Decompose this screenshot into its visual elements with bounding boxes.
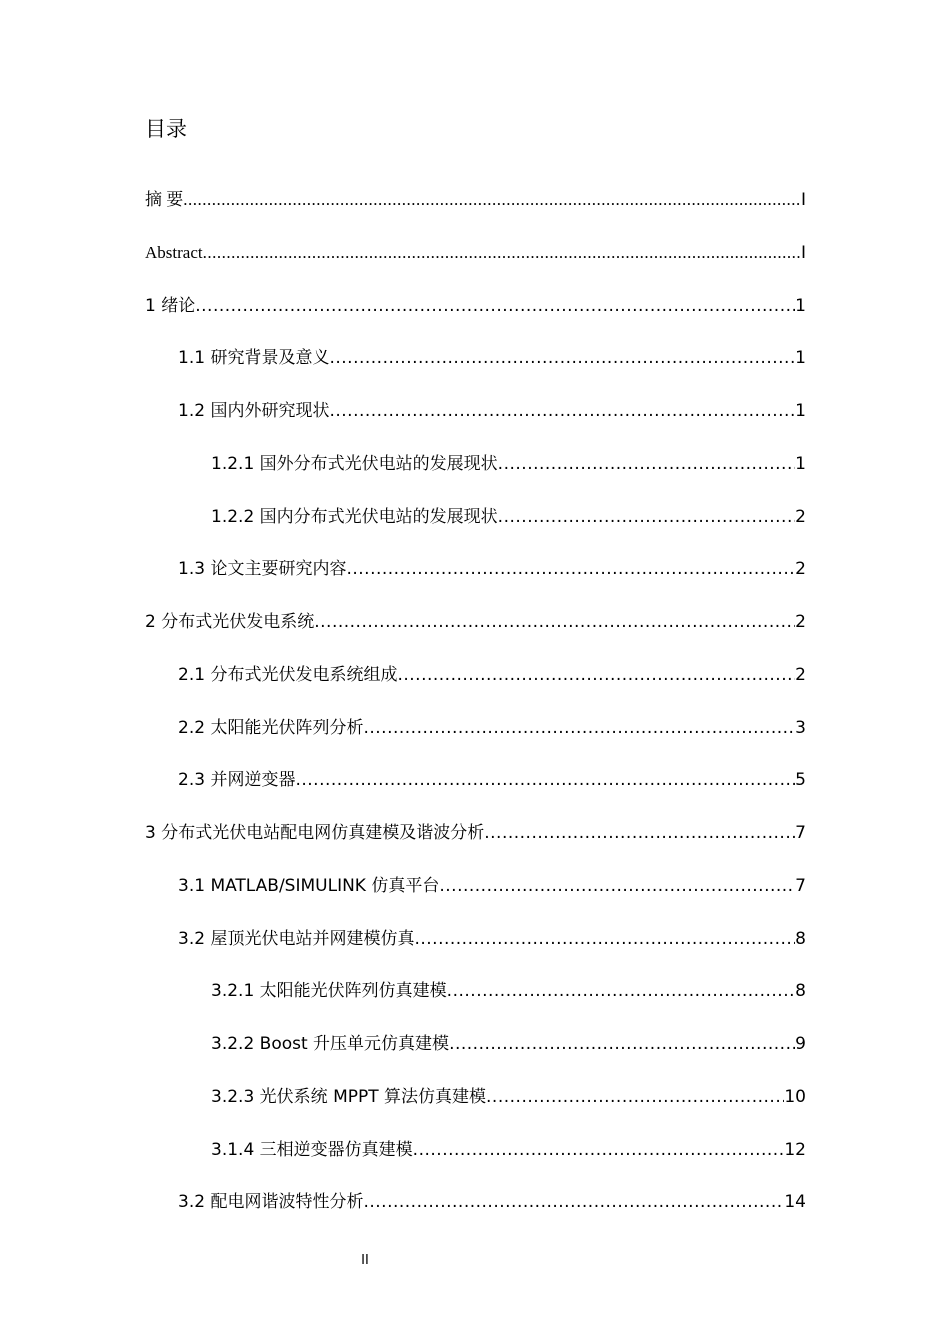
toc-entry-page: 1 — [795, 401, 806, 421]
toc-entry-page: 8 — [795, 928, 806, 949]
toc-entry-label: 1.2.2 国内分布式光伏电站的发展现状 — [211, 506, 498, 527]
toc-entry[interactable] — [145, 1176, 806, 1229]
toc-leader-dots — [363, 702, 795, 754]
toc-entry-page: 8 — [795, 981, 806, 1002]
toc-leader-dots — [329, 385, 795, 437]
toc-entry-label: 2.3 并网逆变器 — [178, 770, 296, 791]
toc-leader-dots — [439, 860, 795, 912]
toc-entry[interactable] — [145, 543, 806, 596]
toc-entry[interactable] — [145, 702, 806, 755]
toc-entry-page: 2 — [795, 664, 806, 685]
toc-entry[interactable] — [145, 860, 806, 913]
toc-entry[interactable] — [145, 438, 806, 491]
toc-entry-label: 3 分布式光伏电站配电网仿真建模及谐波分析 — [145, 823, 485, 843]
toc-entry-page: I — [800, 190, 806, 210]
toc-leader-dots — [498, 438, 796, 490]
toc-entry-page: 2 — [795, 559, 806, 580]
table-of-contents — [145, 174, 806, 1229]
toc-entry-page: 7 — [795, 875, 806, 896]
toc-entry-page: 1 — [795, 295, 806, 316]
toc-leader-dots — [314, 596, 795, 648]
toc-entry-page: 2 — [795, 612, 806, 632]
toc-entry-label: 3.2 配电网谐波特性分析 — [178, 1192, 364, 1213]
toc-entry[interactable] — [145, 280, 806, 333]
toc-entry[interactable] — [145, 332, 806, 385]
toc-entry-label: 1.1 研究背景及意义 — [178, 348, 330, 369]
toc-entry[interactable] — [145, 385, 806, 438]
toc-entry[interactable] — [145, 649, 806, 702]
toc-entry-page: 10 — [784, 1086, 806, 1107]
toc-leader-dots — [486, 1071, 784, 1123]
toc-entry-label: 1.2 国内外研究现状 — [178, 401, 330, 421]
toc-entry[interactable] — [145, 174, 806, 227]
toc-entry[interactable] — [145, 227, 806, 280]
toc-entry[interactable] — [145, 491, 806, 544]
toc-entry[interactable] — [145, 965, 806, 1018]
toc-entry-label: 1.3 论文主要研究内容 — [178, 559, 347, 580]
toc-leader-dots — [183, 174, 801, 226]
page-title: 目录 — [145, 117, 187, 141]
toc-entry-label: 1.2.1 国外分布式光伏电站的发展现状 — [211, 453, 498, 474]
toc-leader-dots — [447, 965, 796, 1017]
toc-leader-dots — [397, 649, 795, 701]
toc-leader-dots — [498, 491, 796, 543]
toc-entry-label: 3.2.2 Boost 升压单元仿真建模 — [211, 1034, 450, 1054]
toc-leader-dots — [414, 913, 795, 965]
toc-entry-label: 1 绪论 — [145, 295, 196, 316]
toc-entry-label: 3.2.1 太阳能光伏阵列仿真建模 — [211, 981, 447, 1002]
toc-leader-dots — [295, 754, 795, 806]
toc-entry-page: 12 — [784, 1139, 806, 1160]
page-number: II — [361, 1253, 369, 1268]
toc-entry-label: Abstract — [145, 242, 203, 262]
toc-entry[interactable] — [145, 596, 806, 649]
toc-entry[interactable] — [145, 754, 806, 807]
toc-leader-dots — [195, 280, 795, 332]
toc-entry-page: 2 — [795, 506, 806, 527]
toc-entry-label: 2 分布式光伏发电系统 — [145, 612, 315, 632]
toc-entry[interactable] — [145, 1124, 806, 1177]
toc-leader-dots — [449, 1018, 795, 1070]
toc-entry-label: 3.1.4 三相逆变器仿真建模 — [211, 1139, 413, 1160]
toc-entry[interactable] — [145, 807, 806, 860]
toc-entry-page: 7 — [795, 823, 806, 843]
toc-entry-label: 3.2.3 光伏系统 MPPT 算法仿真建模 — [211, 1086, 487, 1107]
toc-entry-page: 9 — [795, 1034, 806, 1054]
toc-entry-label: 2.1 分布式光伏发电系统组成 — [178, 664, 398, 685]
toc-leader-dots — [203, 227, 801, 279]
toc-leader-dots — [484, 807, 795, 859]
toc-entry[interactable] — [145, 913, 806, 966]
toc-entry[interactable] — [145, 1018, 806, 1071]
toc-entry-page: 14 — [784, 1192, 806, 1213]
toc-entry-page: 5 — [795, 770, 806, 791]
toc-leader-dots — [329, 332, 795, 384]
toc-entry-page: 1 — [795, 348, 806, 369]
toc-entry-page: I — [800, 242, 806, 263]
toc-entry[interactable] — [145, 1071, 806, 1124]
toc-leader-dots — [413, 1124, 785, 1176]
toc-entry-label: 2.2 太阳能光伏阵列分析 — [178, 717, 364, 738]
toc-entry-label: 3.1 MATLAB/SIMULINK 仿真平台 — [178, 875, 440, 896]
toc-entry-page: 1 — [795, 453, 806, 474]
toc-entry-page: 3 — [795, 717, 806, 738]
toc-entry-label: 3.2 屋顶光伏电站并网建模仿真 — [178, 928, 415, 949]
toc-leader-dots — [346, 543, 795, 595]
toc-leader-dots — [363, 1176, 784, 1228]
toc-entry-label: 摘 要 — [145, 190, 184, 209]
